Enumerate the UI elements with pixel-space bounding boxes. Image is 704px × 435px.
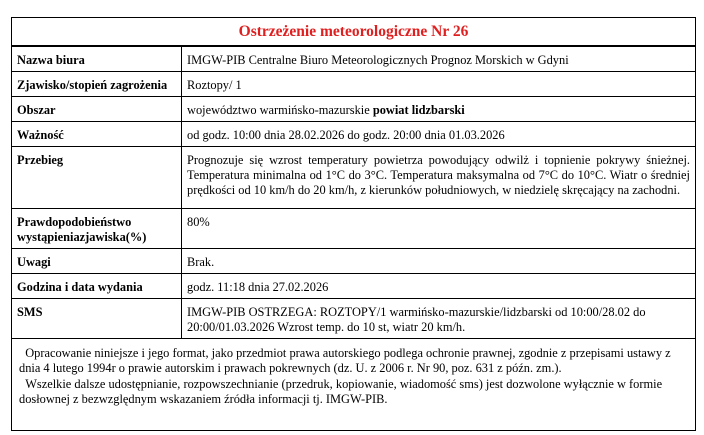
value-sms: IMGW-PIB OSTRZEGA: ROZTOPY/1 warmińsko-mazurskie/lidzbarski od 10:00/28.02 do 20:00/01.03.2026 Wzrost temp. do 10 st, wiatr 20 km/h. [182,299,696,339]
value-uwagi: Brak. [182,249,696,274]
value-biuro: IMGW-PIB Centralne Biuro Meteorologicznych Prognoz Morskich w Gdyni [182,47,696,72]
label-obszar: Obszar [12,97,182,122]
label-zjawisko: Zjawisko/stopień zagrożenia [12,72,182,97]
table-row-sms [12,299,696,339]
label-przebieg: Przebieg [12,147,182,209]
value-prawdopodobienstwo: 80% [182,209,696,249]
value-obszar [182,97,696,122]
label-waznosc: Ważność [12,122,182,147]
footer-paragraph-distribution [19,377,687,408]
table-row-waznosc [12,122,696,147]
copyright-footer [12,339,695,407]
value-wydanie: godz. 11:18 dnia 27.02.2026 [182,274,696,299]
label-sms: SMS [12,299,182,339]
table-row-uwagi [12,249,696,274]
label-biuro: Nazwa biura [12,47,182,72]
value-zjawisko: Roztopy/ 1 [182,72,696,97]
table-row-przebieg [12,147,696,209]
value-przebieg: Prognozuje się wzrost temperatury powietrza powodujący odwilż i topnienie pokrywy śnieżnej. Temperatura minimalna od 1°C do 3°C. Temperatura maksymalna od 7°C do 10°C. Wiatr o średniej prędkości od 10 km/h do 20 km/h, z kierunków południowych, w niedzielę skręcający na zachodni. [182,147,696,209]
table-row-prawdopodobienstwo [12,209,696,249]
value-obszar-powiat: powiat lidzbarski [372,103,465,117]
footer-paragraph-copyright [19,346,687,377]
table-row-zjawisko [12,72,696,97]
table-row-wydanie [12,274,696,299]
warning-table [11,46,696,339]
table-row-biuro [12,47,696,72]
label-uwagi: Uwagi [12,249,182,274]
document-title: Ostrzeżenie meteorologiczne Nr 26 [12,18,695,46]
value-obszar-region: województwo warmińsko-mazurskie [187,103,370,117]
label-wydanie: Godzina i data wydania [12,274,182,299]
label-prawdopodobienstwo: Prawdopodobieństwo wystąpieniazjawiska(%) [12,209,182,249]
warning-document [11,17,696,431]
footer-paragraph-distribution-text: Wszelkie dalsze udostępnianie, rozpowszechnianie (przedruk, kopiowanie, wiadomość sms) jest dozwolone wyłącznie w formie dosłownej z bezwzględnym wskazaniem źródła informacji tj. IMGW-PIB. [19,376,663,406]
table-row-obszar [12,97,696,122]
value-waznosc: od godz. 10:00 dnia 28.02.2026 do godz. 20:00 dnia 01.03.2026 [182,122,696,147]
footer-paragraph-copyright-text: Opracowanie niniejsze i jego format, jako przedmiot prawa autorskiego podlega ochronie prawnej, zgodnie z przepisami ustawy z dnia 4 lutego 1994r o prawie autorskim i prawach pokrewnych (dz. U. z 2006 r. Nr 90, poz. 631 z późn. zm.). [19,346,671,376]
